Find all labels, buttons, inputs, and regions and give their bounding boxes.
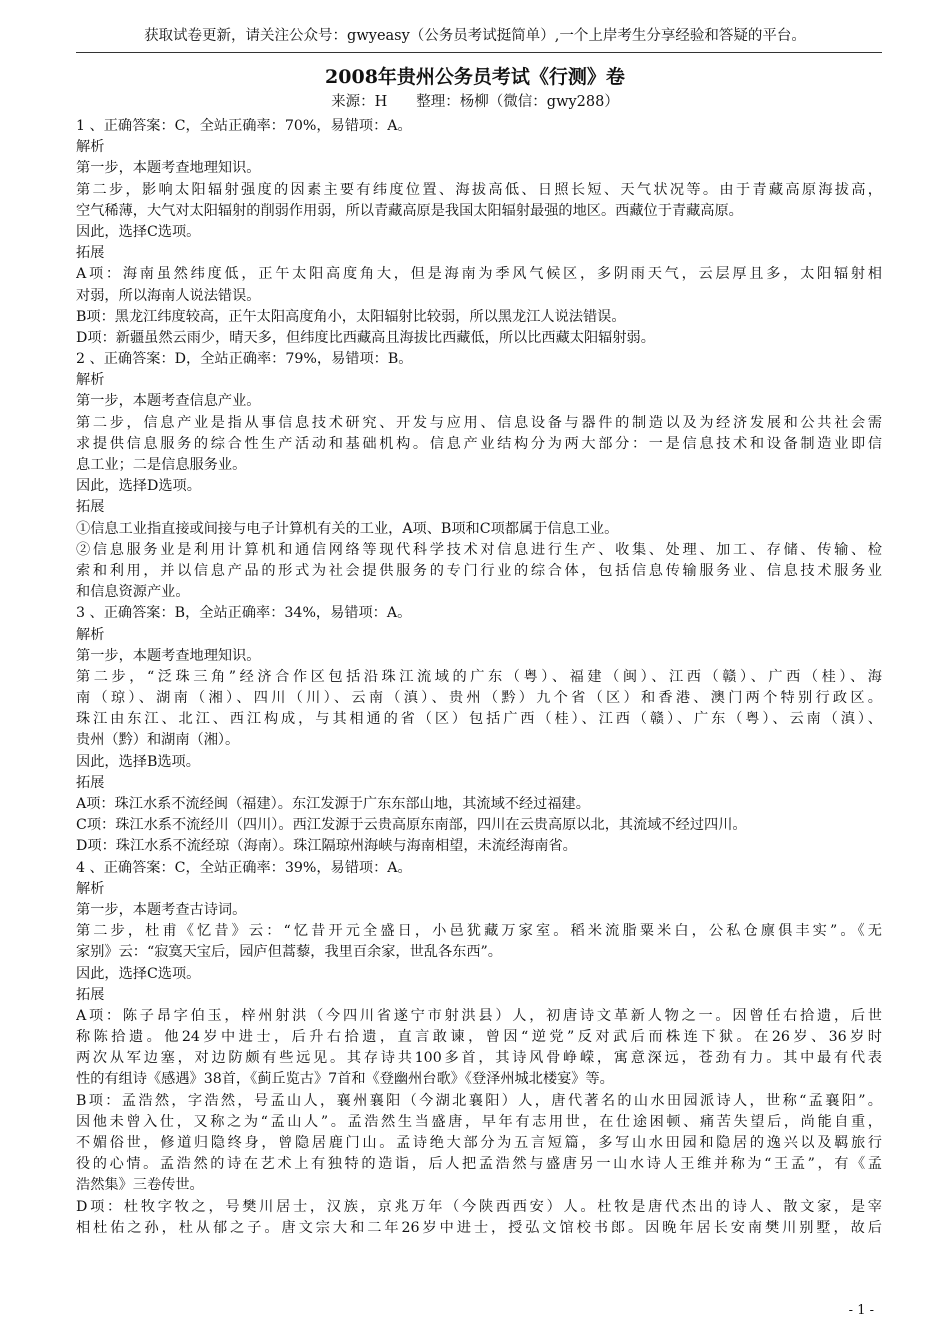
text-line: ①信息工业指直接或间接与电子计算机有关的工业，A项、B项和C项都属于信息工业。 bbox=[76, 520, 619, 537]
text-line: 解析 bbox=[76, 626, 105, 643]
text-line: 贵州（黔）和湖南（湘）。 bbox=[76, 732, 240, 749]
text-line: 性的有组诗《感遇》38首，《蓟丘览古》7首和《登幽州台歌》《登泽州城北楼宴》等。 bbox=[76, 1071, 614, 1088]
document-source-line: 来源：H 整理：杨柳（微信：gwy288） bbox=[331, 94, 619, 110]
text-line: 2 、正确答案：D，全站正确率：79%，易错项：B。 bbox=[76, 351, 413, 368]
text-line: 浩然集》三卷传世。 bbox=[76, 1177, 204, 1194]
text-line: B项：黑龙江纬度较高，正午太阳高度角小，太阳辐射比较弱，所以黑龙江人说法错误。 bbox=[76, 308, 626, 325]
document-body bbox=[76, 116, 882, 1239]
text-line: 家别》云：“寂寞天宝后，园庐但蒿藜，我里百余家，世乱各东西”。 bbox=[76, 944, 502, 961]
text-line: 第二步，影响太阳辐射强度的因素主要有纬度位置、海拔高低、日照长短、天气状况等。由于青藏高原海拔高， bbox=[76, 181, 882, 198]
text-line: 不媚俗世，修道归隐终身，曾隐居鹿门山。孟诗绝大部分为五言短篇，多写山水田园和隐居的逸兴以及羁旅行 bbox=[76, 1135, 882, 1151]
text-line: 因此，选择B选项。 bbox=[76, 753, 200, 770]
text-line: 珠江由东江、北江、西江构成，与其相通的省（区）包括广西（桂）、江西（赣）、广东（粤）、云南（滇）、 bbox=[76, 711, 882, 728]
text-line: 南（琼）、湖南（湘）、四川（川）、云南（滇）、贵州（黔）九个省（区）和香港、澳门两个特别行政区。 bbox=[76, 690, 882, 707]
header-notice: 获取试卷更新，请关注公众号：gwyeasy（公务员考试挺简单）,一个上岸考生分享经验和答疑的平台。 bbox=[144, 28, 806, 44]
text-line: 3 、正确答案：B，全站正确率：34%，易错项：A。 bbox=[76, 605, 412, 622]
text-line: 1 、正确答案：C，全站正确率：70%，易错项：A。 bbox=[76, 118, 412, 134]
text-line: A项：海南虽然纬度低，正午太阳高度角大，但是海南为季风气候区，多阴雨天气，云层厚且多，太阳辐射相 bbox=[76, 266, 882, 283]
text-line: 4 、正确答案：C，全站正确率：39%，易错项：A。 bbox=[76, 859, 412, 876]
text-line: ②信息服务业是利用计算机和通信网络等现代科学技术对信息进行生产、收集、处理、加工、存储、传输、检 bbox=[76, 541, 882, 558]
text-line: 拓展 bbox=[76, 986, 105, 1003]
text-line: 因他未曾入仕，又称之为“孟山人”。孟浩然生当盛唐，早年有志用世，在仕途困顿、痛苦失望后，尚能自重， bbox=[76, 1113, 882, 1130]
text-line: A项：珠江水系不流经闽（福建）。东江发源于广东东部山地，其流域不经过福建。 bbox=[76, 796, 590, 812]
text-line: 拓展 bbox=[76, 774, 105, 791]
text-line: 因此，选择C选项。 bbox=[76, 223, 201, 240]
text-line: 对弱，所以海南人说法错误。 bbox=[76, 287, 261, 304]
text-line: D项：新疆虽然云雨少，晴天多，但纬度比西藏高且海拔比西藏低，所以比西藏太阳辐射弱。 bbox=[76, 329, 655, 346]
text-line: B项：孟浩然，字浩然，号孟山人，襄州襄阳（今湖北襄阳）人，唐代著名的山水田园派诗人，世称“孟襄阳”。 bbox=[76, 1092, 882, 1109]
header-divider bbox=[76, 52, 882, 53]
text-line: 第二步，信息产业是指从事信息技术研究、开发与应用、信息设备与器件的制造以及为经济发展和公共社会需 bbox=[76, 414, 882, 431]
text-line: 空气稀薄，大气对太阳辐射的削弱作用弱，所以青藏高原是我国太阳辐射最强的地区。西藏位于青藏高原。 bbox=[76, 202, 743, 219]
text-line: 解析 bbox=[76, 139, 105, 156]
text-line: 因此，选择C选项。 bbox=[76, 965, 201, 982]
text-line: D项：杜牧字牧之，号樊川居士，汉族，京兆万年（今陕西西安）人。杜牧是唐代杰出的诗人、散文家，是宰 bbox=[76, 1198, 882, 1215]
text-line: 称陈拾遗。他24岁中进士，后升右拾遗，直言敢谏，曾因“逆党”反对武后而株连下狱。在26岁、36岁时 bbox=[76, 1029, 882, 1046]
text-line: 因此，选择D选项。 bbox=[76, 478, 201, 495]
text-line: 求提供信息服务的综合性生产活动和基础机构。信息产业结构分为两大部分：一是信息技术和设备制造业即信 bbox=[76, 435, 882, 452]
text-line: 拓展 bbox=[76, 245, 105, 262]
text-line: 役的心情。孟浩然的诗在艺术上有独特的造诣，后人把孟浩然与盛唐另一山水诗人王维并称为“王孟”，有《孟 bbox=[76, 1156, 882, 1173]
document-title: 2008年贵州公务员考试《行测》卷 bbox=[325, 66, 625, 88]
text-line: A项：陈子昂字伯玉，梓州射洪（今四川省遂宁市射洪县）人，初唐诗文革新人物之一。因曾任右拾遗，后世 bbox=[76, 1007, 882, 1024]
text-line: 索和利用，并以信息产品的形式为社会提供服务的专门行业的综合体，包括信息传输服务业、信息技术服务业 bbox=[76, 562, 882, 579]
text-line: 拓展 bbox=[76, 499, 105, 516]
text-line: D项：珠江水系不流经琼（海南）。珠江隔琼州海峡与海南相望，未流经海南省。 bbox=[76, 838, 577, 855]
text-line: 第一步，本题考查古诗词。 bbox=[76, 901, 247, 918]
text-line: 息工业；二是信息服务业。 bbox=[76, 457, 247, 473]
text-line: 解析 bbox=[76, 880, 105, 897]
text-line: 相杜佑之孙，杜从郁之子。唐文宗大和二年26岁中进士，授弘文馆校书郎。因晚年居长安南樊川别墅，故后 bbox=[76, 1219, 882, 1236]
text-line: 第一步，本题考查地理知识。 bbox=[76, 647, 261, 664]
page-number: - 1 - bbox=[848, 1303, 874, 1318]
text-line: 第二步，“泛珠三角”经济合作区包括沿珠江流域的广东（粤）、福建（闽）、江西（赣）、广西（桂）、海 bbox=[76, 668, 882, 685]
text-line: 和信息资源产业。 bbox=[76, 584, 190, 601]
text-line: 两次从军边塞，对边防颇有些远见。其存诗共100多首，其诗风骨峥嵘，寓意深远，苍劲有力。其中最有代表 bbox=[76, 1050, 882, 1067]
text-line: C项：珠江水系不流经川（四川）。西江发源于云贵高原东南部，四川在云贵高原以北，其流域不经过四川。 bbox=[76, 817, 747, 834]
text-line: 第二步，杜甫《忆昔》云：“忆昔开元全盛日，小邑犹藏万家室。稻米流脂粟米白，公私仓廪俱丰实”。《无 bbox=[76, 923, 882, 940]
text-line: 第一步，本题考查信息产业。 bbox=[76, 393, 261, 410]
text-line: 解析 bbox=[76, 372, 105, 389]
text-line: 第一步，本题考查地理知识。 bbox=[76, 160, 261, 177]
